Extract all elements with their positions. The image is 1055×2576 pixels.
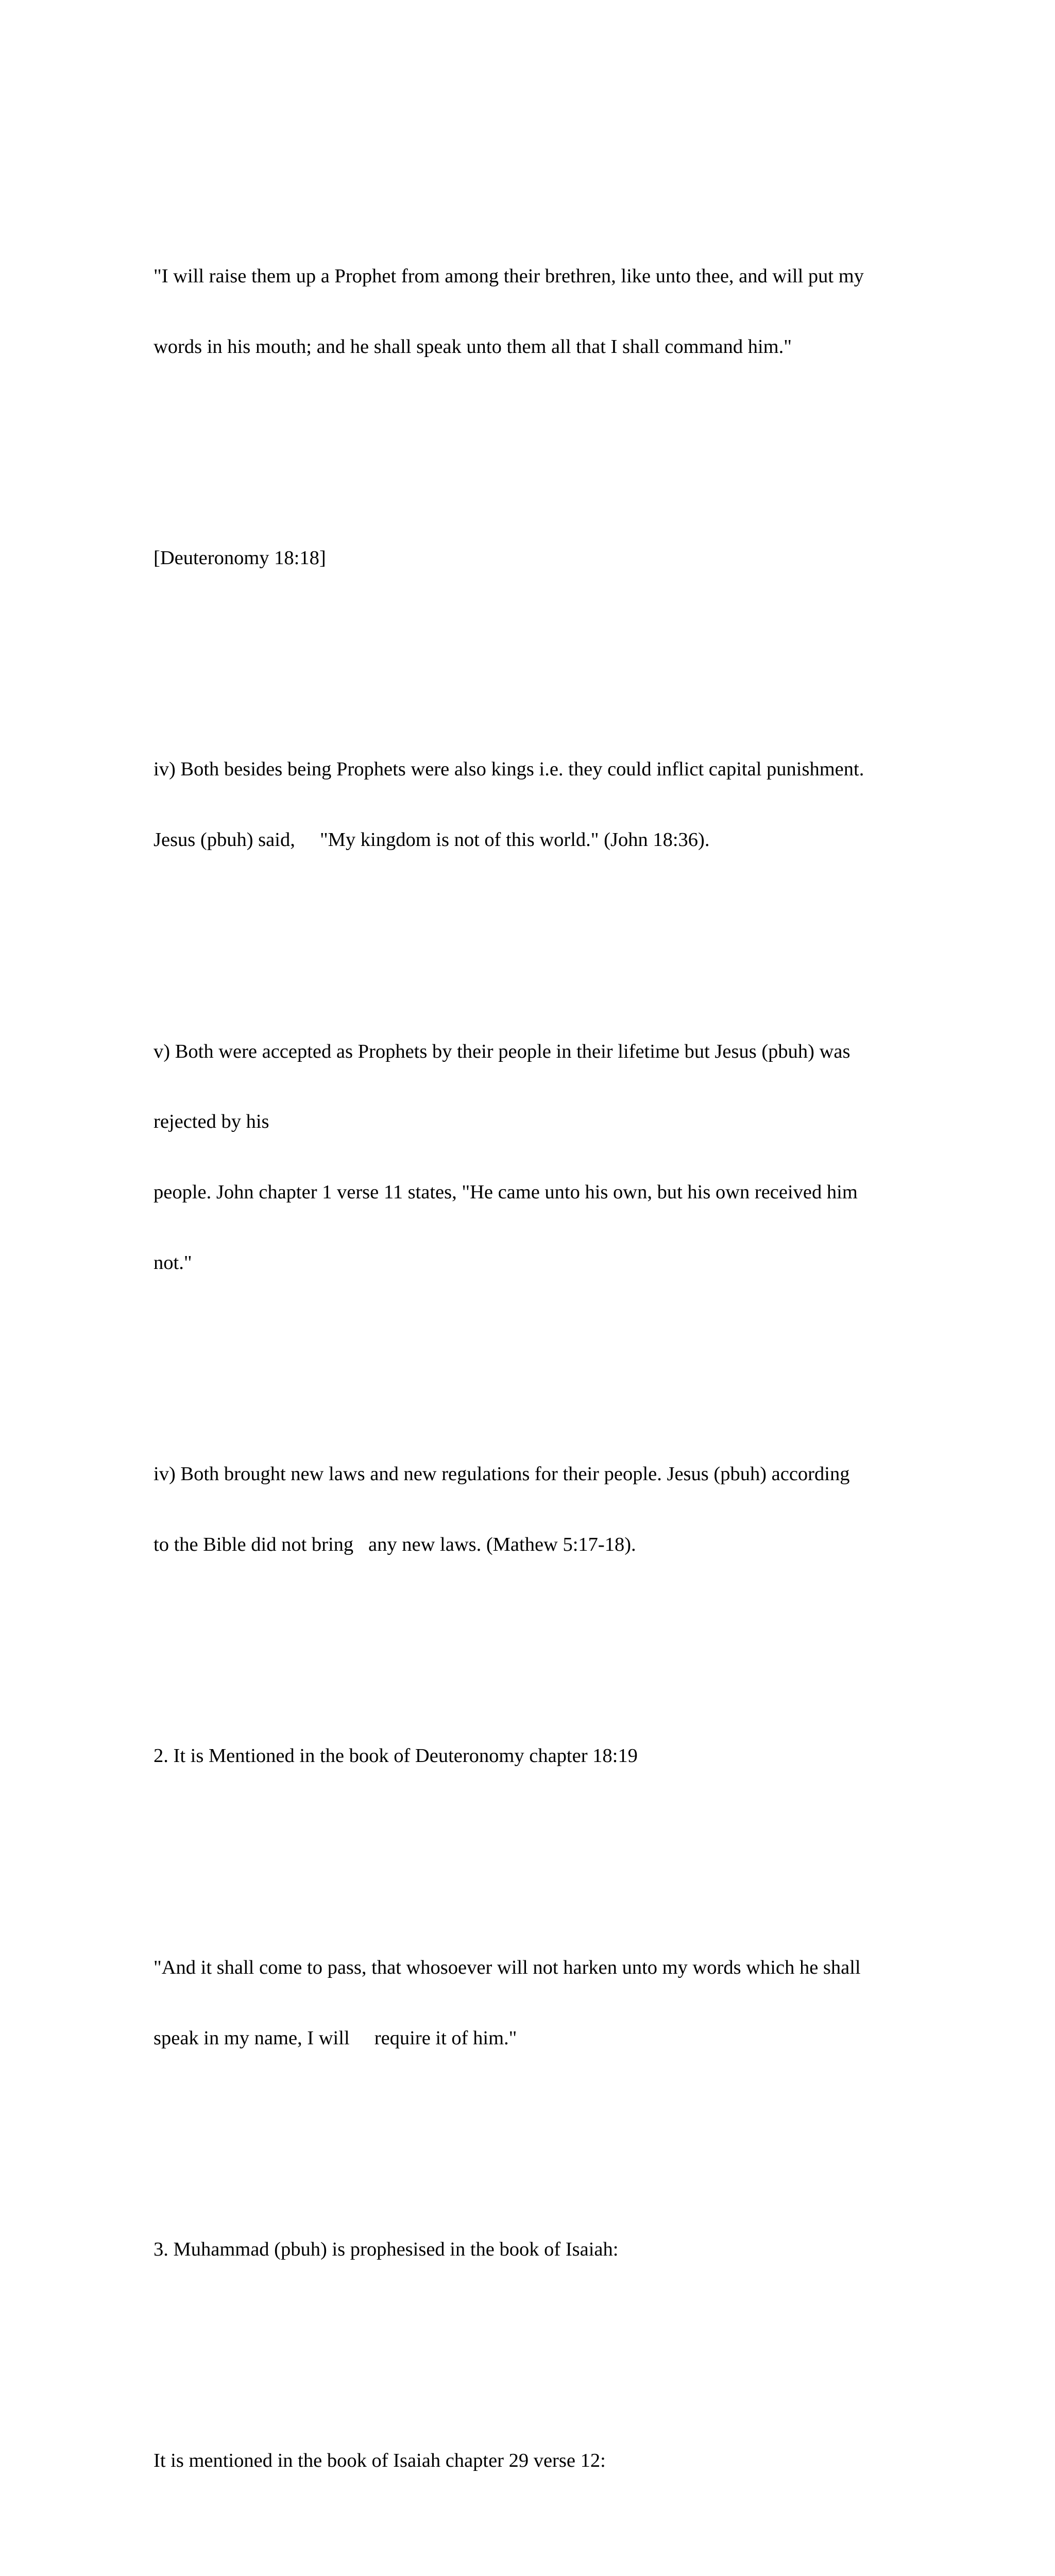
text-line: "I will raise them up a Prophet from among their brethren, like unto thee, and will put my bbox=[154, 265, 864, 287]
text-line: iv) Both brought new laws and new regulations for their people. Jesus (pbuh) according bbox=[154, 1463, 850, 1485]
text-line: rejected by his bbox=[154, 1111, 269, 1133]
paragraph-new-laws bbox=[154, 1416, 906, 1604]
text-line: to the Bible did not bring any new laws. (Mathew 5:17-18). bbox=[154, 1534, 636, 1556]
text-line: Jesus (pbuh) said, "My kingdom is not of this world." (John 18:36). bbox=[154, 829, 710, 851]
text-line: speak in my name, I will require it of him." bbox=[154, 2027, 517, 2049]
text-line: v) Both were accepted as Prophets by their people in their lifetime but Jesus (pbuh) was bbox=[154, 1040, 850, 1062]
paragraph-heading-2 bbox=[154, 1698, 906, 1815]
text-line: "And it shall come to pass, that whosoever will not harken unto my words which he shall bbox=[154, 1956, 861, 1978]
text-line: 3. Muhammad (pbuh) is prophesised in the book of Isaiah: bbox=[154, 2238, 619, 2260]
text-line: words in his mouth; and he shall speak unto them all that I shall command him." bbox=[154, 335, 792, 358]
text-line: [Deuteronomy 18:18] bbox=[154, 547, 326, 569]
paragraph-deuteronomy-ref bbox=[154, 500, 906, 617]
text-line: people. John chapter 1 verse 11 states, "He came unto his own, but his own received him bbox=[154, 1181, 858, 1204]
text-line: It is mentioned in the book of Isaiah chapter 29 verse 12: bbox=[154, 2450, 606, 2472]
text-line: not." bbox=[154, 1251, 192, 1274]
paragraph-harken-quote bbox=[154, 1909, 906, 2097]
document-body bbox=[154, 147, 906, 2576]
paragraph-accepted bbox=[154, 993, 906, 1321]
paragraph-isaiah-ref bbox=[154, 2402, 906, 2520]
paragraph-heading-3 bbox=[154, 2191, 906, 2309]
text-line: 2. It is Mentioned in the book of Deuteronomy chapter 18:19 bbox=[154, 1745, 638, 1767]
text-line: iv) Both besides being Prophets were also kings i.e. they could inflict capital punishment. bbox=[154, 758, 864, 781]
paragraph-kings bbox=[154, 711, 906, 899]
paragraph-deuteronomy-quote bbox=[154, 218, 906, 406]
